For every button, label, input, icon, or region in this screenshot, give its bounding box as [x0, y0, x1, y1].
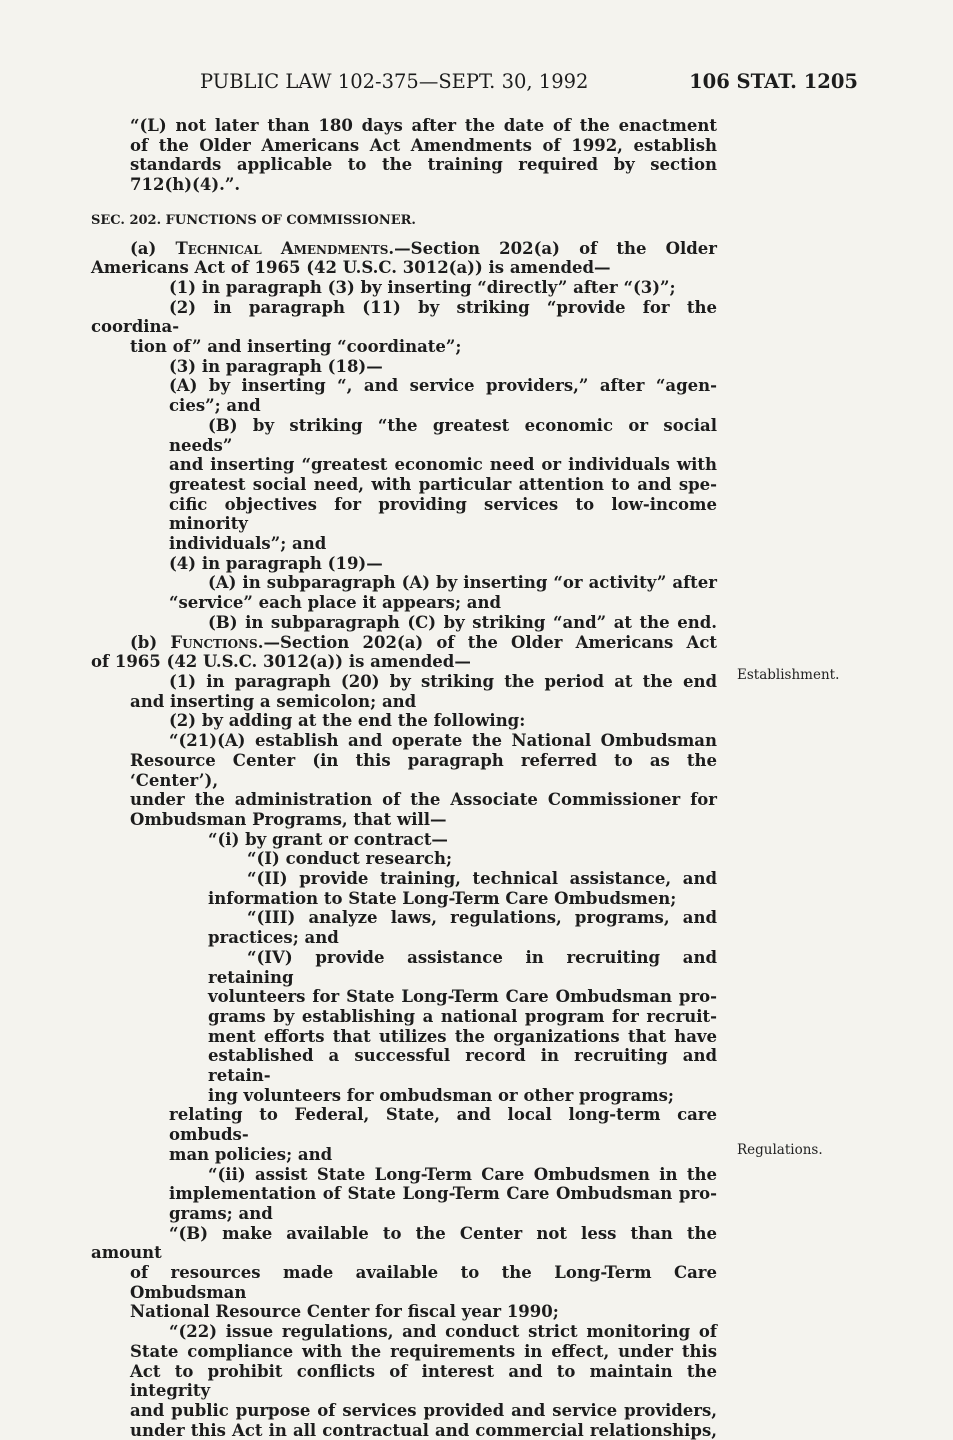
text-line: under this Act in all contractual and commercial relationships,: [130, 1420, 717, 1440]
text-line: under the administration of the Associate Commissioner for: [130, 790, 717, 810]
text-line: “service” each place it appears; and: [169, 593, 501, 613]
subsection-a-label: (a): [130, 238, 176, 258]
text-line: man policies; and: [169, 1144, 333, 1164]
text-line: (3) in paragraph (18)—: [169, 356, 383, 376]
text-line: cies”; and: [169, 396, 261, 416]
text-line: (B) in subparagraph (C) by striking “and” at the end.: [208, 612, 717, 632]
text-line: “(ii) assist State Long-Term Care Ombudsmen in the: [208, 1164, 717, 1184]
text-line: Resource Center (in this paragraph referred to as the ‘Center’),: [130, 750, 717, 790]
text-line: “(L) not later than 180 days after the date of the enactment: [130, 116, 717, 135]
text-line: practices; and: [208, 928, 339, 948]
text-line: grams by establishing a national program for recruit-: [208, 1006, 717, 1026]
text-line: (2) in paragraph (11) by striking “provide for the coordina-: [91, 297, 717, 337]
text-line: “(III) analyze laws, regulations, programs, and: [247, 908, 717, 928]
text-line: grams; and: [169, 1203, 273, 1223]
subsection-a-text: —Section 202(a) of the Older: [394, 238, 717, 258]
text-line: and inserting “greatest economic need or individuals with: [169, 455, 717, 475]
text-line: individuals”; and: [169, 534, 327, 554]
text-line: ing volunteers for ombudsman or other programs;: [208, 1085, 674, 1105]
text-line: Act to prohibit conflicts of interest and to maintain the integrity: [130, 1361, 717, 1401]
text-line: (2) by adding at the end the following:: [169, 711, 526, 731]
text-line: of the Older Americans Act Amendments of 1992, establish: [130, 135, 717, 155]
margin-note-regulations: Regulations.: [737, 1142, 823, 1158]
section-heading: SEC. 202. FUNCTIONS OF COMMISSIONER.: [91, 212, 416, 228]
margin-note-establishment: Establishment.: [737, 667, 840, 683]
text-line: of resources made available to the Long-Term Care Ombudsman: [130, 1263, 717, 1302]
subsection-a-line: [91, 239, 717, 259]
text-line: tion of” and inserting “coordinate”;: [130, 337, 462, 357]
text-line: “(21)(A) establish and operate the National Ombudsman: [169, 731, 717, 751]
statute-page-number: 106 STAT. 1205: [689, 70, 858, 93]
subsection-b-text: —Section 202(a) of the Older Americans Act: [263, 632, 717, 652]
text-line: cific objectives for providing services to low-income minority: [169, 494, 717, 534]
subsection-b-label: (b): [130, 632, 171, 652]
subsection-a-heading: Technical Amendments.: [175, 238, 395, 258]
text-line: “(I) conduct research;: [247, 849, 453, 869]
text-line: and public purpose of services provided and service providers,: [130, 1401, 717, 1420]
text-line: information to State Long-Term Care Ombudsmen;: [208, 888, 677, 908]
text-line: “(22) issue regulations, and conduct strict monitoring of: [169, 1322, 717, 1342]
law-text: [91, 116, 717, 1440]
page-header: [200, 70, 858, 96]
text-line: (B) by striking “the greatest economic or social needs”: [169, 415, 717, 455]
text-line: and inserting a semicolon; and: [130, 691, 417, 711]
text-line: established a successful record in recruiting and retain-: [208, 1046, 717, 1086]
text-line: implementation of State Long-Term Care Ombudsman pro-: [169, 1184, 717, 1204]
text-line: “(i) by grant or contract—: [208, 829, 448, 849]
text-line: National Resource Center for fiscal year 1990;: [130, 1302, 559, 1322]
text-line: (4) in paragraph (19)—: [169, 553, 383, 573]
text-line: (A) by inserting “, and service providers,” after “agen-: [169, 376, 717, 396]
text-line: (1) in paragraph (3) by inserting “directly” after “(3)”;: [169, 277, 676, 297]
law-title: PUBLIC LAW 102-375—SEPT. 30, 1992: [200, 70, 589, 93]
text-line: State compliance with the requirements in effect, under this: [130, 1341, 717, 1361]
text-line: Ombudsman Programs, that will—: [130, 809, 447, 829]
text-line: of 1965 (42 U.S.C. 3012(a)) is amended—: [91, 652, 471, 672]
subsection-b-heading: Functions.: [170, 632, 264, 652]
text-line: relating to Federal, State, and local long-term care ombuds-: [169, 1105, 717, 1145]
text-line: (1) in paragraph (20) by striking the period at the end: [169, 671, 717, 691]
text-line: volunteers for State Long-Term Care Ombudsman pro-: [208, 987, 717, 1007]
subsection-b-line: [91, 633, 717, 653]
text-line: 712(h)(4).”.: [130, 175, 241, 195]
text-line: (A) in subparagraph (A) by inserting “or activity” after: [208, 573, 717, 593]
text-line: ment efforts that utilizes the organizations that have: [208, 1026, 717, 1046]
text-line: standards applicable to the training required by section: [130, 155, 717, 175]
text-line: Americans Act of 1965 (42 U.S.C. 3012(a)) is amended—: [91, 258, 611, 278]
text-line: “(IV) provide assistance in recruiting and retaining: [208, 947, 717, 987]
text-line: greatest social need, with particular attention to and spe-: [169, 474, 717, 494]
text-line: “(B) make available to the Center not less than the amount: [91, 1223, 717, 1263]
text-line: “(II) provide training, technical assistance, and: [247, 869, 717, 889]
